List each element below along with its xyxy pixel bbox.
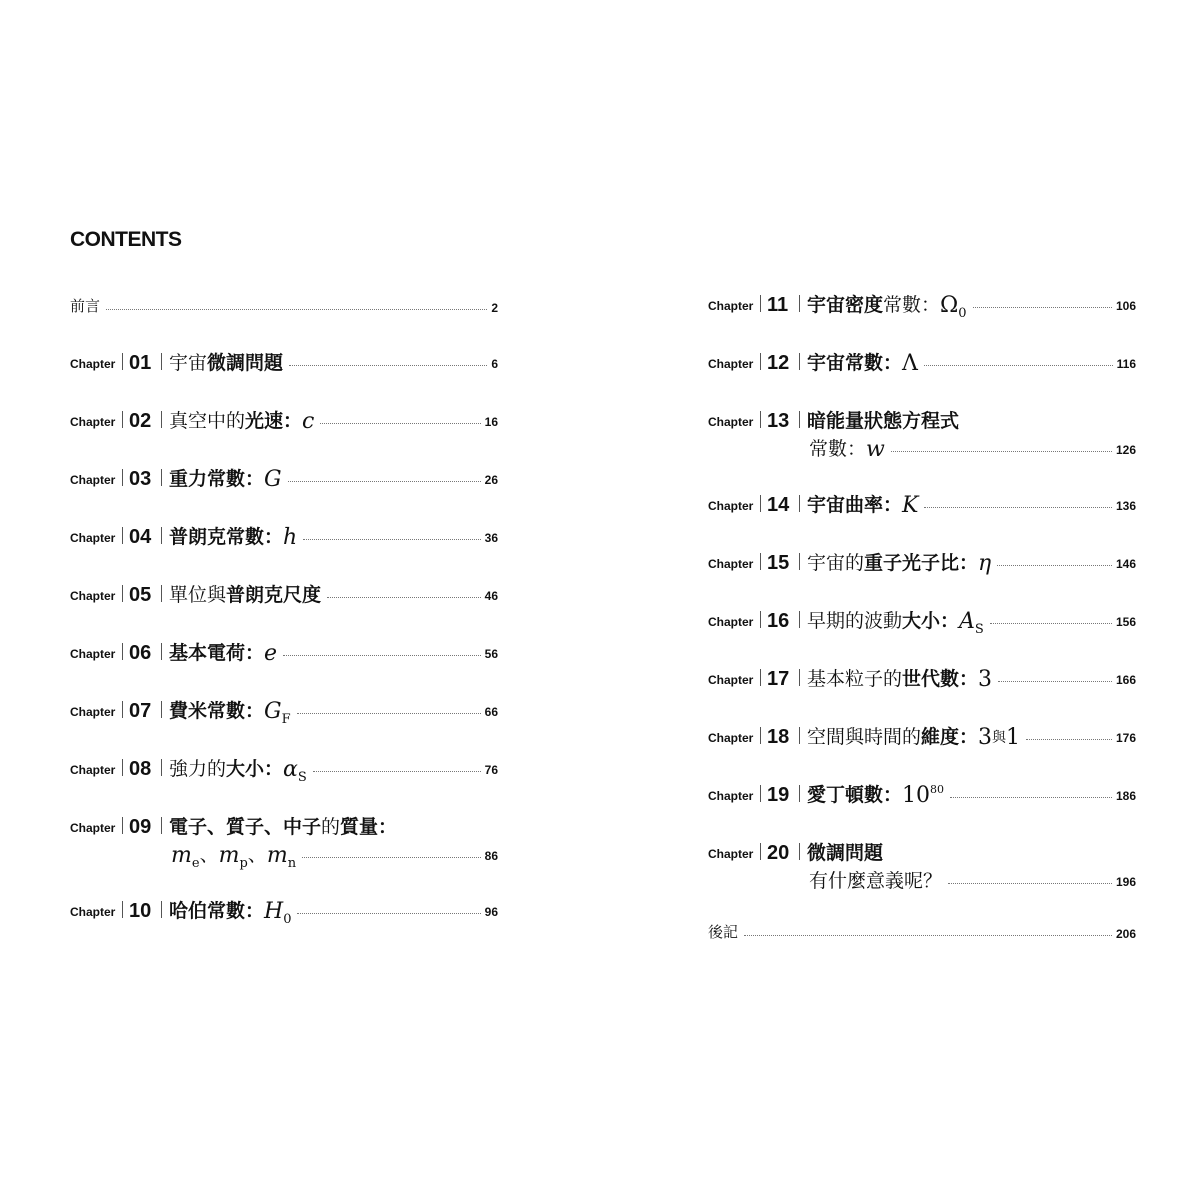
chapter-number: 10 bbox=[129, 900, 152, 922]
entry-title: 早期的波動 bbox=[807, 610, 903, 632]
chapter-label: Chapter bbox=[70, 531, 116, 545]
divider bbox=[161, 469, 162, 486]
entry-title: 宇宙 bbox=[169, 352, 208, 374]
entry-title-bold: 大小： bbox=[226, 758, 284, 780]
page-number: 6 bbox=[491, 357, 498, 371]
divider bbox=[122, 701, 123, 718]
symbol: $A_S$ bbox=[959, 609, 984, 637]
symbol: Λ bbox=[902, 351, 918, 376]
superscript: 80 bbox=[930, 783, 945, 796]
chapter-label: Chapter bbox=[70, 647, 116, 661]
chapter-number: 03 bbox=[129, 468, 152, 490]
chapter-label: Chapter bbox=[708, 557, 754, 571]
divider bbox=[161, 901, 162, 918]
chapter-number: 17 bbox=[767, 668, 790, 690]
chapter-number: 20 bbox=[767, 842, 790, 864]
chapter-label: Chapter bbox=[70, 705, 116, 719]
chapter-number: 19 bbox=[767, 784, 790, 806]
page-number: 56 bbox=[484, 647, 498, 661]
page-number: 196 bbox=[1115, 875, 1136, 889]
entry-title-bold: 電子、質子、中子 bbox=[169, 816, 322, 838]
entry-title-bold: 哈伯常數： bbox=[169, 900, 265, 922]
entry-title: 常數： bbox=[883, 294, 941, 316]
symbol: c bbox=[302, 409, 315, 434]
page-number: 156 bbox=[1115, 615, 1136, 629]
chapter-number: 06 bbox=[129, 642, 152, 664]
divider bbox=[799, 495, 800, 512]
entry-title-bold: 微調問題 bbox=[207, 352, 284, 374]
chapter-number: 12 bbox=[767, 352, 790, 374]
subscript: 0 bbox=[283, 912, 292, 927]
divider bbox=[122, 411, 123, 428]
entry-title-bold: 宇宙曲率： bbox=[807, 494, 903, 516]
entry-title-bold: 普朗克尺度 bbox=[226, 584, 322, 606]
symbol: $m_n$ bbox=[266, 843, 297, 871]
entry-title: 的 bbox=[321, 816, 341, 838]
toc-entry-chapter-05[interactable] bbox=[70, 578, 498, 618]
divider bbox=[760, 495, 761, 512]
leader-dots bbox=[283, 655, 481, 656]
symbol: 1 bbox=[1006, 725, 1021, 750]
leader-dots bbox=[990, 623, 1112, 624]
leader-dots bbox=[289, 365, 487, 366]
divider bbox=[760, 669, 761, 686]
chapter-label: Chapter bbox=[708, 615, 754, 629]
toc-entry-chapter-19[interactable] bbox=[708, 778, 1136, 818]
symbol: η bbox=[978, 551, 992, 576]
page-number: 96 bbox=[484, 905, 498, 919]
chapter-label: Chapter bbox=[70, 821, 116, 835]
divider bbox=[161, 527, 162, 544]
leader-dots bbox=[948, 883, 1112, 884]
symbol: w bbox=[866, 437, 885, 462]
chapter-label: Chapter bbox=[708, 499, 754, 513]
chapter-label: Chapter bbox=[708, 299, 754, 313]
chapter-number: 05 bbox=[129, 584, 152, 606]
chapter-number: 07 bbox=[129, 700, 152, 722]
entry-title-bold: 重子光子比： bbox=[864, 552, 979, 574]
divider bbox=[161, 585, 162, 602]
entry-title: 單位與 bbox=[169, 584, 227, 606]
chapter-label: Chapter bbox=[708, 357, 754, 371]
chapter-label: Chapter bbox=[70, 763, 116, 777]
entry-title-bold: 維度： bbox=[921, 726, 979, 748]
chapter-number: 18 bbox=[767, 726, 790, 748]
chapter-label: Chapter bbox=[708, 673, 754, 687]
divider bbox=[161, 411, 162, 428]
entry-title-bold: 微調問題 bbox=[807, 842, 884, 864]
toc-entry-chapter-03[interactable] bbox=[70, 462, 498, 502]
leader-dots bbox=[744, 935, 1112, 936]
chapter-number: 13 bbox=[767, 410, 790, 432]
toc-entry-chapter-11[interactable] bbox=[708, 288, 1136, 328]
leader-dots bbox=[297, 713, 481, 714]
subscript: F bbox=[281, 712, 291, 727]
entry-title: 宇宙的 bbox=[807, 552, 865, 574]
divider bbox=[760, 785, 761, 802]
chapter-label: Chapter bbox=[70, 589, 116, 603]
leader-dots bbox=[106, 309, 487, 310]
entry-title-bold: 基本電荷： bbox=[169, 642, 265, 664]
symbol: $\Omega_0$ bbox=[940, 293, 967, 321]
toc-entry-chapter-04[interactable] bbox=[70, 520, 498, 560]
chapter-number: 02 bbox=[129, 410, 152, 432]
divider bbox=[799, 411, 800, 428]
symbol: G bbox=[264, 467, 282, 492]
page-number: 116 bbox=[1116, 357, 1136, 371]
entry-title-bold: 大小： bbox=[902, 610, 960, 632]
entry-title: 基本粒子的 bbox=[807, 668, 903, 690]
toc-entry-chapter-12[interactable] bbox=[708, 346, 1136, 386]
symbol: 3 bbox=[978, 725, 993, 750]
divider bbox=[161, 353, 162, 370]
toc-entry-chapter-08[interactable] bbox=[70, 752, 498, 792]
entry-title: 空間與時間的 bbox=[807, 726, 922, 748]
leader-dots bbox=[973, 307, 1112, 308]
page-number: 136 bbox=[1115, 499, 1136, 513]
leader-dots bbox=[924, 365, 1113, 366]
toc-entry-chapter-06[interactable] bbox=[70, 636, 498, 676]
entry-title-bold: 普朗克常數： bbox=[169, 526, 284, 548]
entry-title: 前言 bbox=[70, 297, 101, 315]
divider bbox=[760, 611, 761, 628]
page-number: 66 bbox=[484, 705, 498, 719]
toc-entry-chapter-17[interactable] bbox=[708, 662, 1136, 702]
page-number: 146 bbox=[1115, 557, 1136, 571]
page-number: 186 bbox=[1115, 789, 1136, 803]
entry-title: 強力的 bbox=[169, 758, 227, 780]
divider bbox=[760, 411, 761, 428]
divider bbox=[161, 701, 162, 718]
entry-title-bold: 世代數： bbox=[902, 668, 979, 690]
separator-mark: 、 bbox=[199, 844, 219, 866]
divider bbox=[760, 727, 761, 744]
chapter-label: Chapter bbox=[70, 357, 116, 371]
chapter-label: Chapter bbox=[708, 415, 754, 429]
symbol: $m_e$ bbox=[171, 843, 200, 871]
toc-entry-chapter-14[interactable] bbox=[708, 488, 1136, 528]
toc-entry-chapter-07[interactable] bbox=[70, 694, 498, 734]
leader-dots bbox=[297, 913, 480, 914]
toc-entry-afterword[interactable] bbox=[708, 916, 1136, 956]
symbol: $G_F$ bbox=[264, 699, 291, 727]
toc-entry-preface[interactable] bbox=[70, 290, 498, 330]
entry-title: 常數： bbox=[809, 438, 867, 460]
toc-entry-chapter-13[interactable] bbox=[708, 404, 1136, 474]
contents-title: CONTENTS bbox=[70, 228, 182, 251]
toc-entry-chapter-01[interactable] bbox=[70, 346, 498, 386]
divider bbox=[122, 527, 123, 544]
entry-title-bold: 愛丁頓數： bbox=[807, 784, 903, 806]
page-number: 126 bbox=[1115, 443, 1136, 457]
leader-dots bbox=[924, 507, 1112, 508]
symbol: K bbox=[902, 493, 919, 518]
page-number: 26 bbox=[484, 473, 498, 487]
entry-title-bold: 費米常數： bbox=[169, 700, 265, 722]
symbol: $\alpha_S$ bbox=[283, 757, 307, 785]
chapter-label: Chapter bbox=[70, 473, 116, 487]
chapter-number: 09 bbox=[129, 816, 152, 838]
page-number: 166 bbox=[1115, 673, 1136, 687]
chapter-number: 04 bbox=[129, 526, 152, 548]
divider bbox=[161, 817, 162, 834]
leader-dots bbox=[891, 451, 1112, 452]
chapter-number: 11 bbox=[767, 294, 789, 316]
leader-dots bbox=[950, 797, 1112, 798]
divider bbox=[799, 727, 800, 744]
toc-entry-chapter-15[interactable] bbox=[708, 546, 1136, 586]
subscript: 0 bbox=[958, 306, 967, 321]
leader-dots bbox=[320, 423, 480, 424]
entry-title: 真空中的 bbox=[169, 410, 246, 432]
chapter-label: Chapter bbox=[708, 789, 754, 803]
leader-dots bbox=[288, 481, 481, 482]
toc-entry-chapter-18[interactable] bbox=[708, 720, 1136, 760]
divider bbox=[161, 759, 162, 776]
leader-dots bbox=[303, 539, 480, 540]
page-number: 2 bbox=[491, 301, 498, 315]
symbol: h bbox=[283, 525, 298, 550]
subscript: S bbox=[974, 622, 984, 637]
divider bbox=[799, 553, 800, 570]
symbol: $H_0$ bbox=[264, 899, 292, 927]
page-number: 46 bbox=[484, 589, 498, 603]
leader-dots bbox=[302, 857, 481, 858]
divider bbox=[760, 843, 761, 860]
divider bbox=[122, 585, 123, 602]
divider bbox=[161, 643, 162, 660]
chapter-label: Chapter bbox=[708, 731, 754, 745]
divider bbox=[122, 817, 123, 834]
toc-entry-chapter-20[interactable] bbox=[708, 836, 1136, 906]
divider bbox=[122, 469, 123, 486]
symbol: $m_p$ bbox=[218, 843, 248, 871]
conjunction: 與 bbox=[992, 730, 1007, 746]
leader-dots bbox=[997, 565, 1112, 566]
divider bbox=[799, 785, 800, 802]
chapter-number: 01 bbox=[129, 352, 152, 374]
chapter-label: Chapter bbox=[70, 905, 116, 919]
entry-title-bold: 宇宙常數： bbox=[807, 352, 903, 374]
chapter-number: 16 bbox=[767, 610, 790, 632]
separator-mark: 、 bbox=[247, 844, 267, 866]
page-number: 106 bbox=[1115, 299, 1136, 313]
leader-dots bbox=[313, 771, 481, 772]
page-number: 16 bbox=[484, 415, 498, 429]
divider bbox=[799, 295, 800, 312]
chapter-number: 15 bbox=[767, 552, 790, 574]
entry-title-bold: 質量： bbox=[340, 816, 398, 838]
toc-entry-chapter-10[interactable] bbox=[70, 894, 498, 934]
divider bbox=[122, 901, 123, 918]
chapter-label: Chapter bbox=[70, 415, 116, 429]
divider bbox=[122, 643, 123, 660]
leader-dots bbox=[1026, 739, 1112, 740]
symbol: 3 bbox=[978, 667, 993, 692]
symbol: e bbox=[264, 641, 278, 666]
divider bbox=[760, 353, 761, 370]
divider bbox=[799, 611, 800, 628]
entry-title-bold: 宇宙密度 bbox=[807, 294, 884, 316]
divider bbox=[799, 353, 800, 370]
entry-title: 有什麼意義呢？ bbox=[809, 870, 943, 892]
chapter-number: 14 bbox=[767, 494, 790, 516]
chapter-label: Chapter bbox=[708, 847, 754, 861]
subscript: S bbox=[297, 770, 307, 785]
divider bbox=[122, 759, 123, 776]
page-number: 36 bbox=[484, 531, 498, 545]
divider bbox=[760, 295, 761, 312]
page-number: 176 bbox=[1115, 731, 1136, 745]
entry-title-bold: 暗能量狀態方程式 bbox=[807, 410, 960, 432]
page-number: 206 bbox=[1115, 927, 1136, 941]
toc-entry-chapter-02[interactable] bbox=[70, 404, 498, 444]
toc-entry-chapter-16[interactable] bbox=[708, 604, 1136, 644]
divider bbox=[760, 553, 761, 570]
page-number: 76 bbox=[484, 763, 498, 777]
divider bbox=[799, 669, 800, 686]
entry-title-bold: 重力常數： bbox=[169, 468, 265, 490]
divider bbox=[122, 353, 123, 370]
divider bbox=[799, 843, 800, 860]
toc-entry-chapter-09[interactable] bbox=[70, 810, 498, 880]
page-number: 86 bbox=[484, 849, 498, 863]
leader-dots bbox=[327, 597, 481, 598]
symbol: $10^{80}$ bbox=[902, 783, 945, 808]
leader-dots bbox=[998, 681, 1112, 682]
entry-title: 後記 bbox=[708, 923, 739, 941]
chapter-number: 08 bbox=[129, 758, 152, 780]
entry-title-bold: 光速： bbox=[245, 410, 303, 432]
